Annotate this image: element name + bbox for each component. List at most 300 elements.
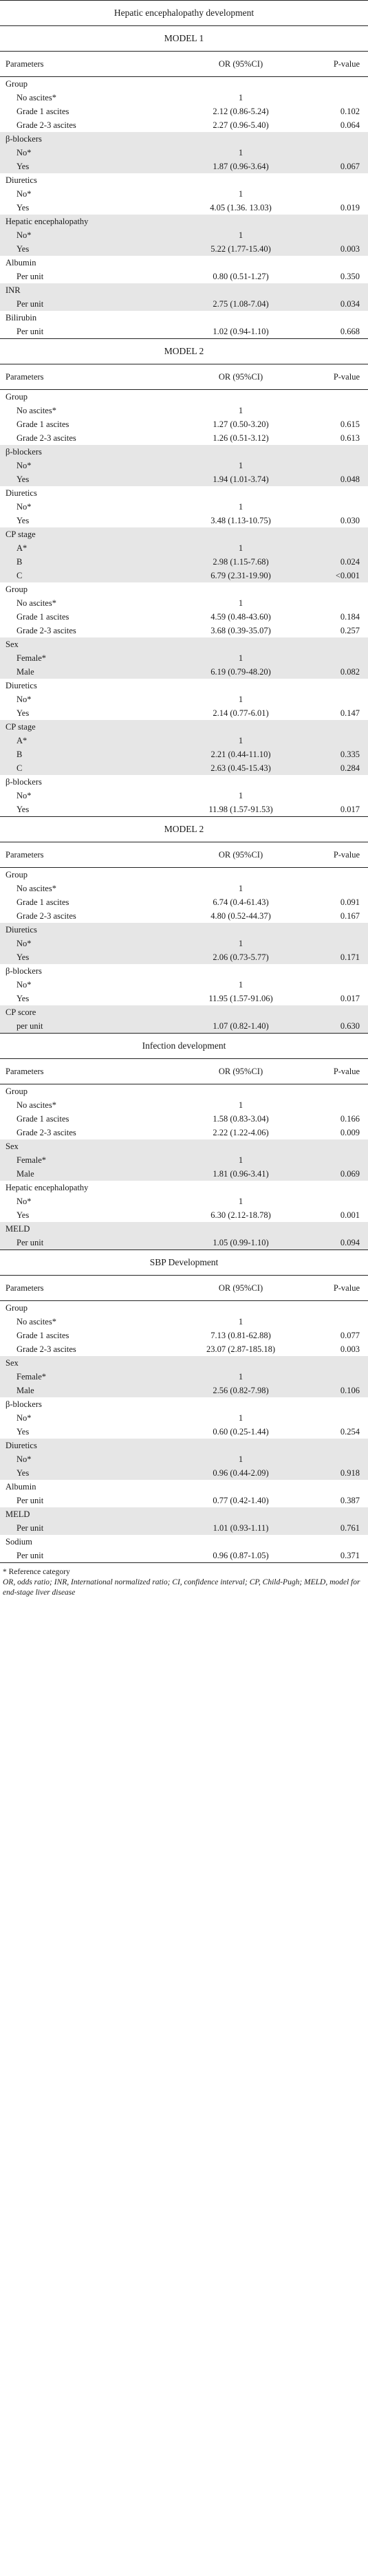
column-header-pvalue: P-value	[333, 58, 360, 69]
table-row	[0, 1521, 368, 1535]
table-row	[0, 541, 368, 555]
p-value: 0.184	[340, 611, 360, 622]
odds-ratio: 0.60 (0.25-1.44)	[213, 1426, 269, 1437]
parameter-group	[0, 1181, 368, 1222]
odds-ratio: 1	[238, 543, 243, 553]
parameter-group	[0, 1507, 368, 1535]
odds-ratio: 1	[238, 1371, 243, 1382]
p-value: 0.064	[340, 120, 360, 130]
row-label: Yes	[17, 161, 30, 171]
odds-ratio: 1	[238, 460, 243, 470]
parameter-group	[0, 215, 368, 256]
odds-ratio: 0.77 (0.42-1.40)	[213, 1495, 269, 1505]
row-label: No*	[17, 938, 32, 948]
section-title: Infection development	[0, 1033, 368, 1058]
odds-ratio: 2.98 (1.15-7.68)	[213, 556, 269, 567]
p-value: 0.284	[340, 763, 360, 773]
column-header-parameters: Parameters	[6, 849, 44, 860]
parameter-group	[0, 964, 368, 1005]
table-row	[0, 297, 368, 311]
column-header-row	[0, 1275, 368, 1301]
group-title: Sodium	[6, 1537, 32, 1547]
group-title: CP score	[6, 1007, 36, 1017]
table-row	[0, 91, 368, 105]
table-row	[0, 1384, 368, 1397]
odds-ratio: 1	[238, 1412, 243, 1423]
column-header-row	[0, 364, 368, 390]
odds-ratio: 1	[238, 1316, 243, 1327]
p-value: 0.371	[340, 1550, 360, 1560]
p-value: 0.350	[340, 271, 360, 281]
table-row	[0, 105, 368, 118]
table-row	[0, 1315, 368, 1329]
odds-ratio: 1	[238, 147, 243, 157]
row-label: Yes	[17, 515, 30, 525]
odds-ratio: 1.07 (0.82-1.40)	[213, 1020, 269, 1031]
table-row	[0, 1112, 368, 1126]
parameter-group	[0, 132, 368, 173]
table-row	[0, 187, 368, 201]
row-label: Male	[17, 1168, 34, 1179]
table-row	[0, 514, 368, 527]
group-title: β-blockers	[6, 966, 42, 976]
group-title: Group	[6, 1087, 28, 1096]
odds-ratio: 1	[238, 405, 243, 415]
row-label: Female*	[17, 1371, 47, 1382]
parameter-group	[0, 582, 368, 637]
parameter-group	[0, 527, 368, 582]
parameter-group	[0, 283, 368, 311]
row-label: Male	[17, 1385, 34, 1395]
p-value: 0.003	[340, 1344, 360, 1354]
row-label: No*	[17, 1196, 32, 1206]
p-value: 0.630	[340, 1020, 360, 1031]
row-label: Grade 1 ascites	[17, 419, 69, 429]
parameter-group	[0, 637, 368, 679]
group-title: Group	[6, 1303, 28, 1313]
section-title: Hepatic encephalopathy development	[0, 0, 368, 25]
table-row	[0, 665, 368, 679]
group-title: Group	[6, 79, 28, 89]
group-title: β-blockers	[6, 1399, 42, 1409]
row-label: Yes	[17, 243, 30, 254]
parameter-group	[0, 173, 368, 215]
table-row	[0, 1411, 368, 1425]
odds-ratio: 2.22 (1.22-4.06)	[213, 1127, 269, 1137]
row-label: Grade 1 ascites	[17, 106, 69, 116]
table-row	[0, 270, 368, 283]
row-label: Yes	[17, 474, 30, 484]
group-title: Sex	[6, 640, 19, 649]
odds-ratio: 1.87 (0.96-3.64)	[213, 161, 269, 171]
odds-ratio: 11.98 (1.57-91.53)	[208, 804, 273, 814]
table-row	[0, 1425, 368, 1439]
odds-ratio: 1	[238, 653, 243, 663]
parameter-group	[0, 1301, 368, 1356]
odds-ratio: 6.74 (0.4-61.43)	[213, 897, 269, 907]
odds-ratio: 0.80 (0.51-1.27)	[213, 271, 269, 281]
row-label: Grade 2-3 ascites	[17, 910, 76, 921]
p-value: 0.017	[340, 993, 360, 1003]
odds-ratio: 1	[238, 883, 243, 893]
table-row	[0, 895, 368, 909]
odds-ratio: 1.01 (0.93-1.11)	[213, 1522, 269, 1533]
column-header-parameters: Parameters	[6, 1282, 44, 1293]
odds-ratio: 2.75 (1.08-7.04)	[213, 298, 269, 309]
row-label: No*	[17, 790, 32, 800]
table-row	[0, 228, 368, 242]
odds-ratio: 1	[238, 501, 243, 512]
row-label: Female*	[17, 653, 47, 663]
p-value: 0.034	[340, 298, 360, 309]
group-title: Sex	[6, 1142, 19, 1151]
row-label: No*	[17, 147, 32, 157]
p-value: 0.017	[340, 804, 360, 814]
table-row	[0, 1494, 368, 1507]
row-label: Grade 2-3 ascites	[17, 433, 76, 443]
parameter-group	[0, 1439, 368, 1480]
odds-ratio: 2.06 (0.73-5.77)	[213, 952, 269, 962]
column-header-pvalue: P-value	[333, 849, 360, 860]
p-value: 0.067	[340, 161, 360, 171]
table-row	[0, 160, 368, 173]
table-row	[0, 1167, 368, 1181]
row-label: No ascites*	[17, 405, 56, 415]
row-label: No ascites*	[17, 598, 56, 608]
p-value: 0.257	[340, 625, 360, 635]
odds-ratio: 1	[238, 598, 243, 608]
odds-ratio: 1	[238, 230, 243, 240]
group-title: Sex	[6, 1358, 19, 1368]
group-title: MELD	[6, 1224, 30, 1234]
group-title: Group	[6, 392, 28, 402]
table-row	[0, 761, 368, 775]
odds-ratio: 2.63 (0.45-15.43)	[210, 763, 271, 773]
parameter-group	[0, 390, 368, 445]
table-row	[0, 610, 368, 624]
table-row	[0, 1126, 368, 1139]
p-value: 0.048	[340, 474, 360, 484]
odds-ratio: 5.22 (1.77-15.40)	[210, 243, 271, 254]
odds-ratio: 6.19 (0.79-48.20)	[210, 666, 271, 677]
p-value: 0.761	[340, 1522, 360, 1533]
table-row	[0, 569, 368, 582]
row-label: Per unit	[17, 271, 44, 281]
table-row	[0, 651, 368, 665]
parameter-group	[0, 1397, 368, 1439]
table-row	[0, 803, 368, 816]
column-header-row	[0, 842, 368, 868]
row-label: Yes	[17, 202, 30, 212]
parameter-group	[0, 1139, 368, 1181]
p-value: 0.106	[340, 1385, 360, 1395]
row-label: Per unit	[17, 298, 44, 309]
odds-ratio: 4.59 (0.48-43.60)	[210, 611, 271, 622]
table-row	[0, 1208, 368, 1222]
table-row	[0, 692, 368, 706]
table-row	[0, 596, 368, 610]
p-value: 0.171	[340, 952, 360, 962]
p-value: 0.387	[340, 1495, 360, 1505]
p-value: 0.615	[340, 419, 360, 429]
row-label: B	[17, 556, 23, 567]
odds-ratio: 1	[238, 979, 243, 990]
table-row	[0, 417, 368, 431]
p-value: 0.335	[340, 749, 360, 759]
group-title: MELD	[6, 1509, 30, 1519]
row-label: Per unit	[17, 1550, 44, 1560]
column-header-parameters: Parameters	[6, 371, 44, 382]
table-row	[0, 1098, 368, 1112]
group-title: β-blockers	[6, 447, 42, 457]
row-label: Grade 1 ascites	[17, 1113, 69, 1124]
odds-ratio: 3.68 (0.39-35.07)	[210, 625, 271, 635]
p-value: 0.082	[340, 666, 360, 677]
parameter-group	[0, 77, 368, 132]
row-label: A*	[17, 735, 28, 745]
p-value: 0.918	[340, 1467, 360, 1478]
parameter-group	[0, 1480, 368, 1507]
odds-ratio: 2.56 (0.82-7.98)	[213, 1385, 269, 1395]
parameter-group	[0, 720, 368, 775]
section-title: SBP Development	[0, 1249, 368, 1275]
parameter-group	[0, 775, 368, 816]
group-title: Hepatic encephalopathy	[6, 217, 89, 226]
odds-ratio: 1	[238, 790, 243, 800]
p-value: 0.094	[340, 1237, 360, 1247]
row-label: C	[17, 570, 23, 580]
column-header-pvalue: P-value	[333, 1282, 360, 1293]
group-title: Hepatic encephalopathy	[6, 1183, 89, 1192]
odds-ratio: 1	[238, 1454, 243, 1464]
row-label: C	[17, 763, 23, 773]
odds-ratio: 2.27 (0.96-5.40)	[213, 120, 269, 130]
parameter-group	[0, 868, 368, 923]
odds-ratio: 1	[238, 694, 243, 704]
parameter-group	[0, 1535, 368, 1562]
row-label: Grade 2-3 ascites	[17, 625, 76, 635]
table-row	[0, 472, 368, 486]
p-value: 0.147	[340, 708, 360, 718]
p-value: 0.003	[340, 243, 360, 254]
row-label: Yes	[17, 993, 30, 1003]
row-label: No*	[17, 188, 32, 199]
p-value: 0.030	[340, 515, 360, 525]
row-label: Yes	[17, 1426, 30, 1437]
odds-ratio: 23.07 (2.87-185.18)	[206, 1344, 275, 1354]
column-header-parameters: Parameters	[6, 58, 44, 69]
table-row	[0, 992, 368, 1005]
table-row	[0, 325, 368, 338]
group-title: Diuretics	[6, 681, 37, 690]
group-title: β-blockers	[6, 134, 42, 144]
row-label: No*	[17, 230, 32, 240]
p-value: 0.254	[340, 1426, 360, 1437]
table-row	[0, 118, 368, 132]
table-row	[0, 950, 368, 964]
group-title: CP stage	[6, 722, 36, 732]
row-label: Per unit	[17, 1237, 44, 1247]
row-label: A*	[17, 543, 28, 553]
table-row	[0, 555, 368, 569]
row-label: Per unit	[17, 1495, 44, 1505]
table-footer	[0, 1562, 368, 1605]
row-label: B	[17, 749, 23, 759]
column-header-row	[0, 1058, 368, 1084]
odds-ratio: 1	[238, 1196, 243, 1206]
table-row	[0, 747, 368, 761]
row-label: Grade 1 ascites	[17, 611, 69, 622]
table-row	[0, 706, 368, 720]
row-label: No ascites*	[17, 1100, 56, 1110]
table-row	[0, 1452, 368, 1466]
p-value: <0.001	[335, 570, 360, 580]
row-label: Yes	[17, 952, 30, 962]
group-title: Albumin	[6, 1482, 36, 1492]
p-value: 0.668	[340, 326, 360, 336]
row-label: Grade 1 ascites	[17, 897, 69, 907]
parameter-group	[0, 445, 368, 486]
table-row	[0, 431, 368, 445]
column-header-or: OR (95%CI)	[218, 371, 263, 382]
row-label: Female*	[17, 1155, 47, 1165]
row-label: Per unit	[17, 326, 44, 336]
row-label: No*	[17, 460, 32, 470]
table-row	[0, 909, 368, 923]
table-row	[0, 1236, 368, 1249]
odds-ratio: 1.94 (1.01-3.74)	[213, 474, 269, 484]
row-label: Grade 2-3 ascites	[17, 120, 76, 130]
row-label: No*	[17, 501, 32, 512]
p-value: 0.102	[340, 106, 360, 116]
section-title: MODEL 2	[0, 338, 368, 364]
parameter-group	[0, 256, 368, 283]
column-header-parameters: Parameters	[6, 1066, 44, 1076]
table-row	[0, 1194, 368, 1208]
column-header-or: OR (95%CI)	[218, 1066, 263, 1076]
parameter-group	[0, 1005, 368, 1033]
row-label: Grade 2-3 ascites	[17, 1344, 76, 1354]
odds-ratio: 6.79 (2.31-19.90)	[210, 570, 271, 580]
table-row	[0, 1466, 368, 1480]
parameter-group	[0, 1356, 368, 1397]
odds-ratio: 1	[238, 92, 243, 102]
p-value: 0.019	[340, 202, 360, 212]
reference-note: * Reference category	[3, 1568, 70, 1576]
p-value: 0.069	[340, 1168, 360, 1179]
parameter-group	[0, 1222, 368, 1249]
row-label: No*	[17, 1412, 32, 1423]
row-label: Grade 2-3 ascites	[17, 1127, 76, 1137]
parameter-group	[0, 486, 368, 527]
row-label: No*	[17, 979, 32, 990]
odds-ratio: 1.05 (0.99-1.10)	[213, 1237, 269, 1247]
table-row	[0, 734, 368, 747]
group-title: Diuretics	[6, 488, 37, 498]
odds-ratio: 4.80 (0.52-44.37)	[210, 910, 271, 921]
group-title: INR	[6, 285, 21, 295]
row-label: Yes	[17, 708, 30, 718]
column-header-pvalue: P-value	[333, 371, 360, 382]
p-value: 0.091	[340, 897, 360, 907]
column-header-row	[0, 51, 368, 77]
table-row	[0, 1153, 368, 1167]
table-row	[0, 146, 368, 160]
odds-ratio: 4.05 (1.36. 13.03)	[210, 202, 272, 212]
column-header-or: OR (95%CI)	[218, 1282, 263, 1293]
section-title: MODEL 2	[0, 816, 368, 842]
odds-ratio: 1.58 (0.83-3.04)	[213, 1113, 269, 1124]
odds-ratio: 1	[238, 188, 243, 199]
odds-ratio: 3.48 (1.13-10.75)	[210, 515, 271, 525]
table-row	[0, 624, 368, 637]
group-title: Bilirubin	[6, 313, 37, 323]
odds-ratio: 2.14 (0.77-6.01)	[213, 708, 269, 718]
column-header-or: OR (95%CI)	[218, 849, 263, 860]
section-title: MODEL 1	[0, 25, 368, 51]
row-label: Male	[17, 666, 34, 677]
odds-ratio: 1.27 (0.50-3.20)	[213, 419, 269, 429]
p-value: 0.024	[340, 556, 360, 567]
row-label: Per unit	[17, 1522, 44, 1533]
odds-ratio: 0.96 (0.44-2.09)	[213, 1467, 269, 1478]
group-title: Diuretics	[6, 925, 37, 935]
p-value: 0.613	[340, 433, 360, 443]
abbreviations-note: OR, odds ratio; INR, International normalized ratio; CI, confidence interval; CP, Child-Pugh; MELD, model for end-stage liver disease	[3, 1578, 360, 1597]
group-title: Diuretics	[6, 1441, 37, 1450]
table-row	[0, 201, 368, 215]
odds-ratio: 1.81 (0.96-3.41)	[213, 1168, 269, 1179]
p-value: 0.009	[340, 1127, 360, 1137]
row-label: No ascites*	[17, 1316, 56, 1327]
row-label: per unit	[17, 1020, 43, 1031]
row-label: No ascites*	[17, 92, 56, 102]
group-title: Albumin	[6, 258, 36, 268]
table-row	[0, 937, 368, 950]
p-value: 0.166	[340, 1113, 360, 1124]
parameter-group	[0, 1084, 368, 1139]
table-row	[0, 882, 368, 895]
odds-ratio: 7.13 (0.81-62.88)	[210, 1330, 271, 1340]
row-label: No*	[17, 694, 32, 704]
table-row	[0, 978, 368, 992]
table-row	[0, 1342, 368, 1356]
odds-ratio: 1	[238, 1100, 243, 1110]
p-value: 0.077	[340, 1330, 360, 1340]
table-row	[0, 1019, 368, 1033]
table-row	[0, 1329, 368, 1342]
group-title: Diuretics	[6, 175, 37, 185]
table-row	[0, 1370, 368, 1384]
odds-ratio: 2.12 (0.86-5.24)	[213, 106, 269, 116]
table-row	[0, 500, 368, 514]
row-label: Yes	[17, 1467, 30, 1478]
group-title: Group	[6, 870, 28, 880]
group-title: β-blockers	[6, 777, 42, 787]
table-row	[0, 789, 368, 803]
parameter-group	[0, 923, 368, 964]
group-title: Group	[6, 585, 28, 594]
table-row	[0, 404, 368, 417]
row-label: No ascites*	[17, 883, 56, 893]
row-label: No*	[17, 1454, 32, 1464]
group-title: CP stage	[6, 530, 36, 539]
odds-ratio: 1	[238, 938, 243, 948]
odds-ratio: 11.95 (1.57-91.06)	[208, 993, 273, 1003]
p-value: 0.167	[340, 910, 360, 921]
table-row	[0, 1549, 368, 1562]
table-row	[0, 459, 368, 472]
